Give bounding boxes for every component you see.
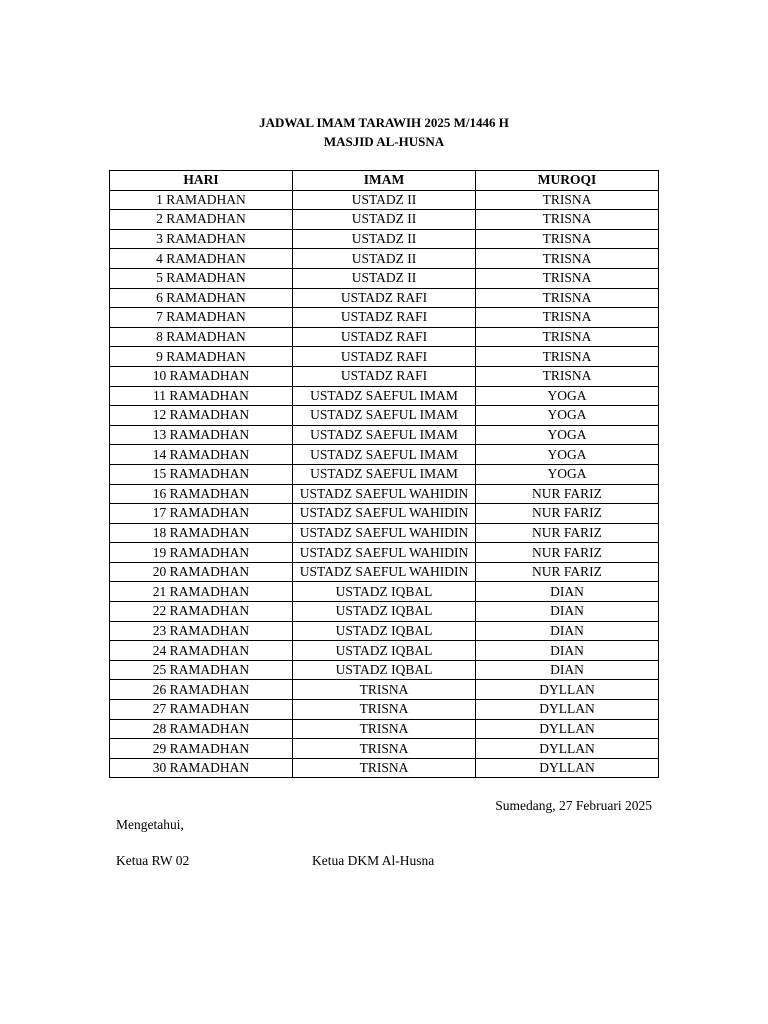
document-subtitle: MASJID AL-HUSNA [323, 134, 445, 149]
cell-muroqi: TRISNA [476, 308, 659, 328]
cell-hari: 27 RAMADHAN [110, 700, 293, 720]
cell-muroqi: DYLLAN [476, 739, 659, 759]
cell-imam: USTADZ SAEFUL IMAM [293, 445, 476, 465]
cell-hari: 12 RAMADHAN [110, 406, 293, 426]
cell-muroqi: NUR FARIZ [476, 504, 659, 524]
table-row [110, 406, 659, 426]
table-row [110, 680, 659, 700]
place-date: Sumedang, 27 Februari 2025 [495, 798, 652, 813]
cell-imam: USTADZ II [293, 268, 476, 288]
cell-hari: 20 RAMADHAN [110, 562, 293, 582]
cell-hari: 23 RAMADHAN [110, 621, 293, 641]
cell-imam: USTADZ IQBAL [293, 602, 476, 622]
table-row [110, 268, 659, 288]
cell-hari: 22 RAMADHAN [110, 602, 293, 622]
cell-muroqi: TRISNA [476, 327, 659, 347]
table-row [110, 562, 659, 582]
cell-muroqi: DYLLAN [476, 680, 659, 700]
column-header-muroqi: MUROQI [476, 171, 659, 191]
cell-muroqi: NUR FARIZ [476, 562, 659, 582]
cell-hari: 2 RAMADHAN [110, 210, 293, 230]
cell-muroqi: TRISNA [476, 268, 659, 288]
cell-hari: 18 RAMADHAN [110, 523, 293, 543]
schedule-table [109, 170, 659, 778]
cell-hari: 1 RAMADHAN [110, 190, 293, 210]
cell-imam: USTADZ RAFI [293, 327, 476, 347]
cell-muroqi: TRISNA [476, 210, 659, 230]
cell-imam: USTADZ II [293, 249, 476, 269]
cell-hari: 29 RAMADHAN [110, 739, 293, 759]
table-row [110, 308, 659, 328]
cell-hari: 13 RAMADHAN [110, 425, 293, 445]
table-row [110, 288, 659, 308]
table-row [110, 582, 659, 602]
cell-imam: TRISNA [293, 700, 476, 720]
table-row [110, 347, 659, 367]
cell-muroqi: YOGA [476, 464, 659, 484]
cell-imam: USTADZ II [293, 210, 476, 230]
cell-imam: TRISNA [293, 680, 476, 700]
table-row [110, 660, 659, 680]
cell-imam: USTADZ RAFI [293, 347, 476, 367]
signatory-rw: Ketua RW 02 [116, 853, 190, 868]
table-row [110, 190, 659, 210]
cell-muroqi: TRISNA [476, 288, 659, 308]
cell-hari: 17 RAMADHAN [110, 504, 293, 524]
cell-hari: 16 RAMADHAN [110, 484, 293, 504]
cell-muroqi: DIAN [476, 660, 659, 680]
table-row [110, 700, 659, 720]
cell-muroqi: DYLLAN [476, 719, 659, 739]
table-row [110, 719, 659, 739]
cell-imam: USTADZ SAEFUL IMAM [293, 425, 476, 445]
cell-imam: USTADZ II [293, 229, 476, 249]
cell-muroqi: NUR FARIZ [476, 523, 659, 543]
column-header-hari: HARI [110, 171, 293, 191]
cell-muroqi: DYLLAN [476, 700, 659, 720]
cell-muroqi: DIAN [476, 582, 659, 602]
cell-hari: 21 RAMADHAN [110, 582, 293, 602]
cell-hari: 26 RAMADHAN [110, 680, 293, 700]
cell-imam: USTADZ IQBAL [293, 582, 476, 602]
cell-muroqi: YOGA [476, 425, 659, 445]
cell-hari: 5 RAMADHAN [110, 268, 293, 288]
table-row [110, 484, 659, 504]
acknowledged-label: Mengetahui, [116, 817, 184, 832]
cell-hari: 4 RAMADHAN [110, 249, 293, 269]
cell-muroqi: DIAN [476, 602, 659, 622]
cell-imam: USTADZ SAEFUL WAHIDIN [293, 484, 476, 504]
cell-hari: 11 RAMADHAN [110, 386, 293, 406]
cell-hari: 15 RAMADHAN [110, 464, 293, 484]
cell-imam: TRISNA [293, 719, 476, 739]
cell-imam: USTADZ RAFI [293, 366, 476, 386]
table-row [110, 386, 659, 406]
cell-muroqi: DYLLAN [476, 758, 659, 778]
cell-hari: 28 RAMADHAN [110, 719, 293, 739]
cell-hari: 7 RAMADHAN [110, 308, 293, 328]
table-row [110, 739, 659, 759]
table-row [110, 445, 659, 465]
table-row [110, 366, 659, 386]
cell-imam: TRISNA [293, 739, 476, 759]
cell-hari: 25 RAMADHAN [110, 660, 293, 680]
cell-muroqi: DIAN [476, 621, 659, 641]
table-row [110, 641, 659, 661]
cell-hari: 24 RAMADHAN [110, 641, 293, 661]
table-row [110, 758, 659, 778]
table-row [110, 425, 659, 445]
table-row [110, 464, 659, 484]
table-row [110, 327, 659, 347]
cell-imam: USTADZ SAEFUL IMAM [293, 386, 476, 406]
cell-imam: USTADZ IQBAL [293, 641, 476, 661]
cell-imam: USTADZ SAEFUL WAHIDIN [293, 562, 476, 582]
table-row [110, 249, 659, 269]
table-row [110, 523, 659, 543]
column-header-imam: IMAM [293, 171, 476, 191]
cell-imam: USTADZ SAEFUL WAHIDIN [293, 504, 476, 524]
table-row [110, 229, 659, 249]
cell-hari: 6 RAMADHAN [110, 288, 293, 308]
cell-imam: USTADZ IQBAL [293, 621, 476, 641]
cell-hari: 19 RAMADHAN [110, 543, 293, 563]
cell-imam: USTADZ RAFI [293, 288, 476, 308]
cell-imam: USTADZ IQBAL [293, 660, 476, 680]
table-header-row [110, 171, 659, 191]
cell-muroqi: NUR FARIZ [476, 484, 659, 504]
schedule-table-body [110, 190, 659, 778]
cell-muroqi: TRISNA [476, 347, 659, 367]
cell-muroqi: TRISNA [476, 190, 659, 210]
cell-muroqi: DIAN [476, 641, 659, 661]
cell-imam: USTADZ SAEFUL WAHIDIN [293, 543, 476, 563]
table-row [110, 210, 659, 230]
table-row [110, 504, 659, 524]
cell-imam: USTADZ SAEFUL WAHIDIN [293, 523, 476, 543]
document-title: JADWAL IMAM TARAWIH 2025 M/1446 H [259, 115, 509, 130]
table-row [110, 543, 659, 563]
cell-muroqi: TRISNA [476, 366, 659, 386]
cell-imam: USTADZ II [293, 190, 476, 210]
cell-imam: USTADZ RAFI [293, 308, 476, 328]
cell-hari: 3 RAMADHAN [110, 229, 293, 249]
cell-imam: TRISNA [293, 758, 476, 778]
table-row [110, 602, 659, 622]
cell-muroqi: YOGA [476, 445, 659, 465]
cell-imam: USTADZ SAEFUL IMAM [293, 406, 476, 426]
cell-muroqi: YOGA [476, 406, 659, 426]
cell-muroqi: TRISNA [476, 249, 659, 269]
cell-hari: 30 RAMADHAN [110, 758, 293, 778]
cell-muroqi: NUR FARIZ [476, 543, 659, 563]
cell-hari: 10 RAMADHAN [110, 366, 293, 386]
cell-hari: 8 RAMADHAN [110, 327, 293, 347]
cell-imam: USTADZ SAEFUL IMAM [293, 464, 476, 484]
signatory-dkm: Ketua DKM Al-Husna [312, 853, 435, 868]
cell-hari: 14 RAMADHAN [110, 445, 293, 465]
cell-muroqi: YOGA [476, 386, 659, 406]
cell-hari: 9 RAMADHAN [110, 347, 293, 367]
cell-muroqi: TRISNA [476, 229, 659, 249]
table-row [110, 621, 659, 641]
